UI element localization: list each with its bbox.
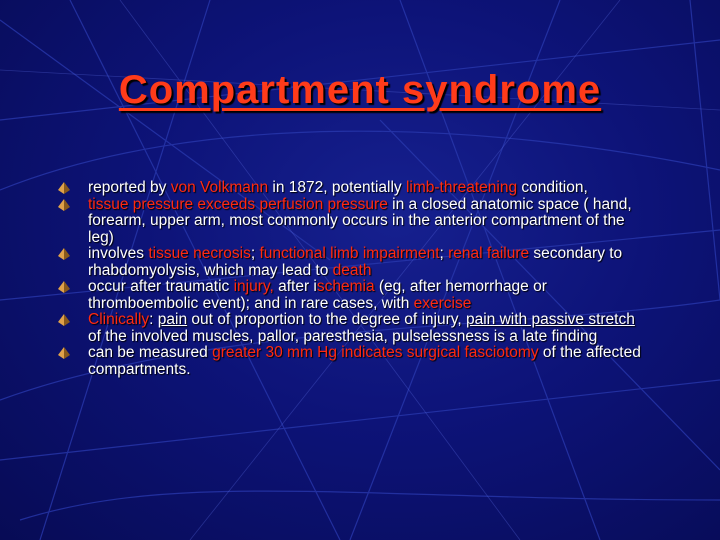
bullet-text: injury,: [233, 278, 274, 295]
bullet-text: :: [149, 311, 158, 328]
bullet-text: pain: [157, 311, 188, 328]
bullet-text: in 1872, potentially: [268, 179, 406, 196]
bullet-text: ;: [250, 245, 260, 262]
bullet-item: [58, 246, 648, 279]
bullet-text: involves: [88, 245, 149, 262]
pyramid-bullet-icon: [58, 314, 70, 326]
bullet-text: in a closed anatomic space ( hand, forearm, upper arm, most commonly occurs in the anterior compartment of the leg): [88, 195, 632, 246]
bullet-text: schemia: [316, 278, 375, 295]
bullet-text: occur after traumatic: [88, 278, 234, 295]
bullet-item: [58, 197, 648, 247]
bullet-text: death: [332, 261, 372, 279]
bullet-item: [58, 312, 648, 345]
bullet-text: exercise: [413, 294, 472, 312]
bullet-text: secondary to rhabdomyolysis, which may lead to: [88, 245, 623, 279]
bullet-list: [58, 180, 648, 378]
bullet-item: [58, 180, 648, 197]
bullet-text: of the affected compartments.: [88, 344, 641, 378]
bullet-text: pain with passive stretch: [465, 311, 635, 328]
bullet-item: [58, 345, 648, 378]
bullet-text: renal failure: [448, 245, 530, 262]
bullet-text: limb-threatening: [405, 179, 518, 196]
slide-title: Compartment syndrome: [118, 68, 602, 112]
bullet-text: functional limb impairment: [259, 245, 440, 262]
bullet-text: tissue necrosis: [148, 245, 251, 262]
bullet-text: of the involved muscles, pallor, paresthesia, pulselessness is a late finding: [88, 327, 598, 345]
pyramid-bullet-icon: [58, 248, 70, 260]
pyramid-bullet-icon: [58, 281, 70, 293]
bullet-text: greater 30 mm Hg indicates surgical fasciotomy: [212, 344, 539, 361]
bullet-text: reported by: [88, 179, 171, 196]
bullet-text: tissue pressure exceeds perfusion pressure: [88, 195, 388, 213]
pyramid-bullet-icon: [58, 347, 70, 359]
bullet-text: out of proportion to the degree of injury,: [187, 311, 466, 328]
bullet-text: von Volkmann: [170, 179, 269, 196]
bullet-item: [58, 279, 648, 312]
bullet-text: (eg, after hemorrhage or thromboembolic event); and in rare cases, with: [88, 278, 547, 312]
bullet-text: ;: [439, 245, 449, 262]
bullet-text: can be measured: [88, 344, 213, 361]
bullet-text: Clinically: [88, 311, 150, 328]
pyramid-bullet-icon: [58, 199, 70, 211]
pyramid-bullet-icon: [58, 182, 70, 194]
bullet-text: condition,: [517, 179, 588, 196]
bullet-text: after i: [273, 278, 317, 295]
